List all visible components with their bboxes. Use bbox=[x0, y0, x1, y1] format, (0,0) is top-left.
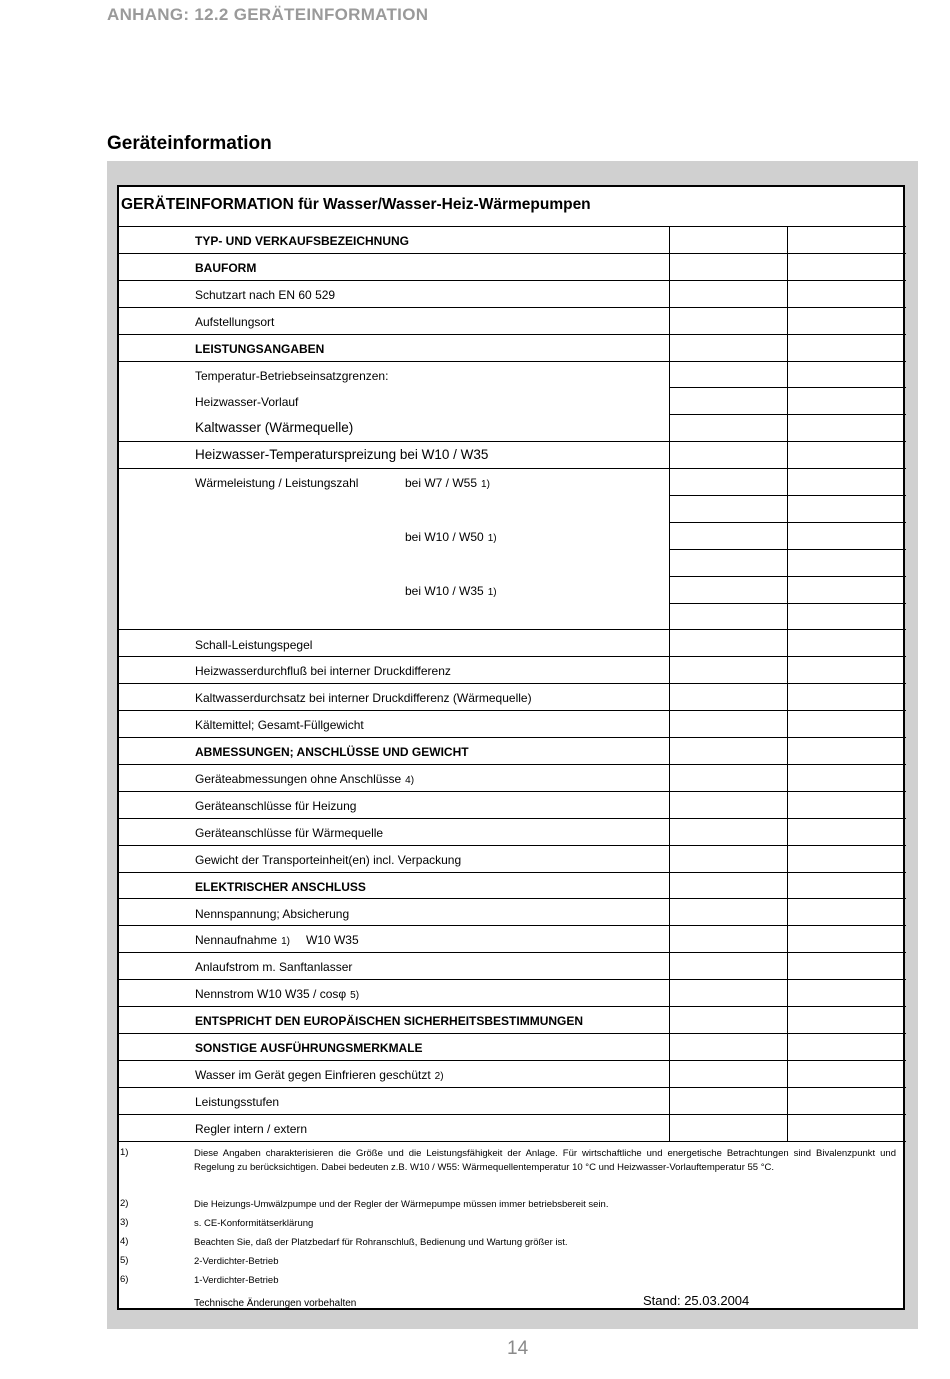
condition-label bbox=[405, 584, 497, 600]
footnote-ref: 2) bbox=[434, 1070, 444, 1082]
row-label bbox=[195, 664, 451, 678]
row-label bbox=[195, 1014, 583, 1028]
row-label bbox=[195, 826, 383, 840]
row-divider bbox=[118, 818, 906, 819]
row-label-text: Wärmeleistung / Leistungszahl bbox=[195, 476, 359, 491]
row-label bbox=[195, 799, 356, 813]
condition-text: bei W10 / W35 bbox=[405, 583, 484, 598]
row-label bbox=[195, 1095, 279, 1109]
row-label-extra: W10 W35 bbox=[305, 933, 359, 948]
row-label bbox=[195, 745, 469, 759]
row-divider bbox=[669, 603, 906, 604]
footnote-number: 4) bbox=[120, 1236, 129, 1247]
footnote-ref: 1) bbox=[281, 936, 290, 948]
footnote-text: Diese Angaben charakterisieren die Größe und die Leistungsfähigkeit der Anlage. Für wirtschaftliche und energetische Betrachtungen sind Bivalenzpunkt und Regelung zu berücksichtigen. Dabei bedeuten z.B. W10 / W55: Wärmequellentemperatur 10 °C und Heizwasser-Vorlauftemperatur 55 °C. bbox=[194, 1148, 896, 1173]
row-label bbox=[195, 288, 335, 302]
row-divider bbox=[118, 280, 906, 281]
row-label-text: BAUFORM bbox=[195, 260, 257, 275]
row-label-text: Geräteanschlüsse für Heizung bbox=[195, 798, 357, 813]
footnote-text: Beachten Sie, daß der Platzbedarf für Rohranschluß, Bedienung und Wartung größer ist. bbox=[194, 1237, 568, 1248]
row-divider bbox=[118, 1033, 906, 1034]
row-divider bbox=[118, 683, 906, 684]
footnote-ref: 1) bbox=[481, 479, 490, 491]
footnote-ref: 4) bbox=[405, 775, 415, 786]
row-divider bbox=[669, 387, 906, 388]
row-divider bbox=[118, 656, 906, 657]
row-label bbox=[195, 987, 359, 1003]
row-divider bbox=[669, 495, 906, 496]
row-divider bbox=[118, 764, 906, 765]
row-label-text: Heizwasser-Vorlauf bbox=[195, 395, 299, 410]
row-label-text: Temperatur-Betriebseinsatzgrenzen: bbox=[195, 368, 389, 383]
row-label-text: Gewicht der Transporteinheit(en) incl. Verpackung bbox=[195, 852, 462, 867]
stand-date: Stand: 25.03.2004 bbox=[643, 1293, 750, 1308]
row-label-text: Geräteabmessungen ohne Anschlüsse bbox=[195, 772, 402, 786]
row-label-text: Kältemittel; Gesamt-Füllgewicht bbox=[195, 718, 364, 733]
row-label-text: Heizwasserdurchfluß bei interner Druckdifferenz bbox=[195, 664, 451, 679]
row-label-text: Geräteanschlüsse für Wärmequelle bbox=[195, 825, 384, 840]
row-label-text: Regler intern / extern bbox=[195, 1121, 308, 1136]
page-number: 14 bbox=[507, 1338, 529, 1359]
row-label-text: LEISTUNGSANGABEN bbox=[195, 341, 325, 356]
footnote-text: s. CE-Konformitätserklärung bbox=[194, 1218, 314, 1229]
row-label-text: SONSTIGE AUSFÜHRUNGSMERKMALE bbox=[195, 1041, 423, 1055]
row-label-text: Aufstellungsort bbox=[195, 314, 275, 329]
row-label bbox=[195, 395, 298, 409]
row-label bbox=[195, 234, 409, 248]
row-label-text: Heizwasser-Temperaturspreizung bei W10 / W35 bbox=[195, 447, 489, 463]
row-divider bbox=[118, 1087, 906, 1088]
row-divider bbox=[118, 898, 906, 899]
row-label bbox=[195, 638, 312, 652]
row-label bbox=[195, 315, 274, 329]
footnote-text: 2-Verdichter-Betrieb bbox=[194, 1256, 279, 1267]
row-label bbox=[195, 421, 353, 435]
row-label-text: Nennspannung; Absicherung bbox=[195, 906, 350, 921]
row-label-text: Wasser im Gerät gegen Einfrieren geschützt bbox=[195, 1067, 431, 1082]
row-divider bbox=[118, 1141, 906, 1142]
row-divider bbox=[669, 549, 906, 550]
row-label bbox=[195, 342, 324, 356]
row-label-text: Nennstrom W10 W35 / cosφ bbox=[195, 987, 347, 1002]
row-label bbox=[195, 880, 366, 894]
row-divider bbox=[118, 845, 906, 846]
row-label-text: ABMESSUNGEN; ANSCHLÜSSE UND GEWICHT bbox=[195, 745, 469, 760]
row-divider bbox=[118, 334, 906, 335]
row-divider bbox=[118, 925, 906, 926]
footnote-number: 5) bbox=[120, 1255, 129, 1266]
row-divider bbox=[118, 791, 906, 792]
row-label bbox=[195, 261, 256, 275]
row-label bbox=[195, 933, 359, 949]
row-label bbox=[195, 718, 364, 732]
row-divider bbox=[118, 441, 906, 442]
row-label bbox=[195, 1041, 423, 1055]
row-label-text: Kaltwasserdurchsatz bei interner Druckdifferenz (Wärmequelle) bbox=[195, 691, 532, 706]
footnote-text: Die Heizungs-Umwälzpumpe und der Regler der Wärmepumpe müssen immer betriebsbereit sein. bbox=[194, 1199, 609, 1210]
row-label bbox=[195, 907, 349, 921]
footnote-ref: 1) bbox=[487, 586, 497, 598]
footnote-ref: 5) bbox=[350, 990, 360, 1002]
row-divider bbox=[118, 1114, 906, 1115]
row-divider bbox=[118, 872, 906, 873]
row-label-text: ENTSPRICHT DEN EUROPÄISCHEN SICHERHEITSBESTIMMUNGEN bbox=[195, 1014, 584, 1029]
row-divider bbox=[118, 1060, 906, 1061]
condition-label bbox=[405, 476, 490, 492]
footnote-ref: 1) bbox=[487, 532, 497, 544]
row-label-text: Nennaufnahme bbox=[195, 933, 278, 948]
row-divider bbox=[118, 737, 906, 738]
row-label bbox=[195, 476, 358, 490]
condition-label bbox=[405, 530, 497, 546]
row-divider bbox=[669, 522, 906, 523]
row-divider bbox=[669, 414, 906, 415]
condition-text: bei W7 / W55 bbox=[405, 476, 478, 491]
row-divider bbox=[118, 253, 906, 254]
row-label bbox=[195, 448, 488, 462]
footnote-number: 3) bbox=[120, 1217, 129, 1228]
row-divider bbox=[118, 710, 906, 711]
row-divider bbox=[118, 468, 906, 469]
footnote-text: 1-Verdichter-Betrieb bbox=[194, 1275, 279, 1286]
row-label-text: Kaltwasser (Wärmequelle) bbox=[195, 420, 354, 436]
row-divider bbox=[118, 629, 906, 630]
row-label-text: TYP- UND VERKAUFSBEZEICHNUNG bbox=[195, 234, 410, 248]
row-label bbox=[195, 960, 352, 974]
condition-text: bei W10 / W50 bbox=[405, 529, 484, 544]
sheet-title: GERÄTEINFORMATION für Wasser/Wasser-Heiz-Wärmepumpen bbox=[121, 196, 591, 213]
row-label bbox=[195, 1122, 307, 1136]
page-title: Geräteinformation bbox=[107, 133, 272, 154]
row-label-text: Schall-Leistungspegel bbox=[195, 637, 313, 652]
row-label-text: Anlaufstrom m. Sanftanlasser bbox=[195, 960, 353, 975]
row-label bbox=[195, 369, 388, 383]
row-label bbox=[195, 1068, 444, 1084]
footer-note: Technische Änderungen vorbehalten bbox=[194, 1298, 357, 1309]
row-divider bbox=[118, 952, 906, 953]
row-label-text: Leistungsstufen bbox=[195, 1094, 280, 1109]
row-label-text: ELEKTRISCHER ANSCHLUSS bbox=[195, 879, 366, 894]
row-divider bbox=[118, 307, 906, 308]
row-divider bbox=[118, 361, 906, 362]
page-header: ANHANG: 12.2 GERÄTEINFORMATION bbox=[107, 5, 429, 24]
row-label bbox=[195, 691, 532, 705]
row-label-text: Schutzart nach EN 60 529 bbox=[195, 287, 336, 302]
footnote-number: 1) bbox=[120, 1147, 129, 1158]
row-label bbox=[195, 772, 414, 788]
footnote-number: 2) bbox=[120, 1198, 129, 1209]
row-divider bbox=[669, 576, 906, 577]
row-label bbox=[195, 853, 461, 867]
row-divider bbox=[118, 1006, 906, 1007]
row-divider bbox=[118, 979, 906, 980]
footnote-number: 6) bbox=[120, 1274, 129, 1285]
